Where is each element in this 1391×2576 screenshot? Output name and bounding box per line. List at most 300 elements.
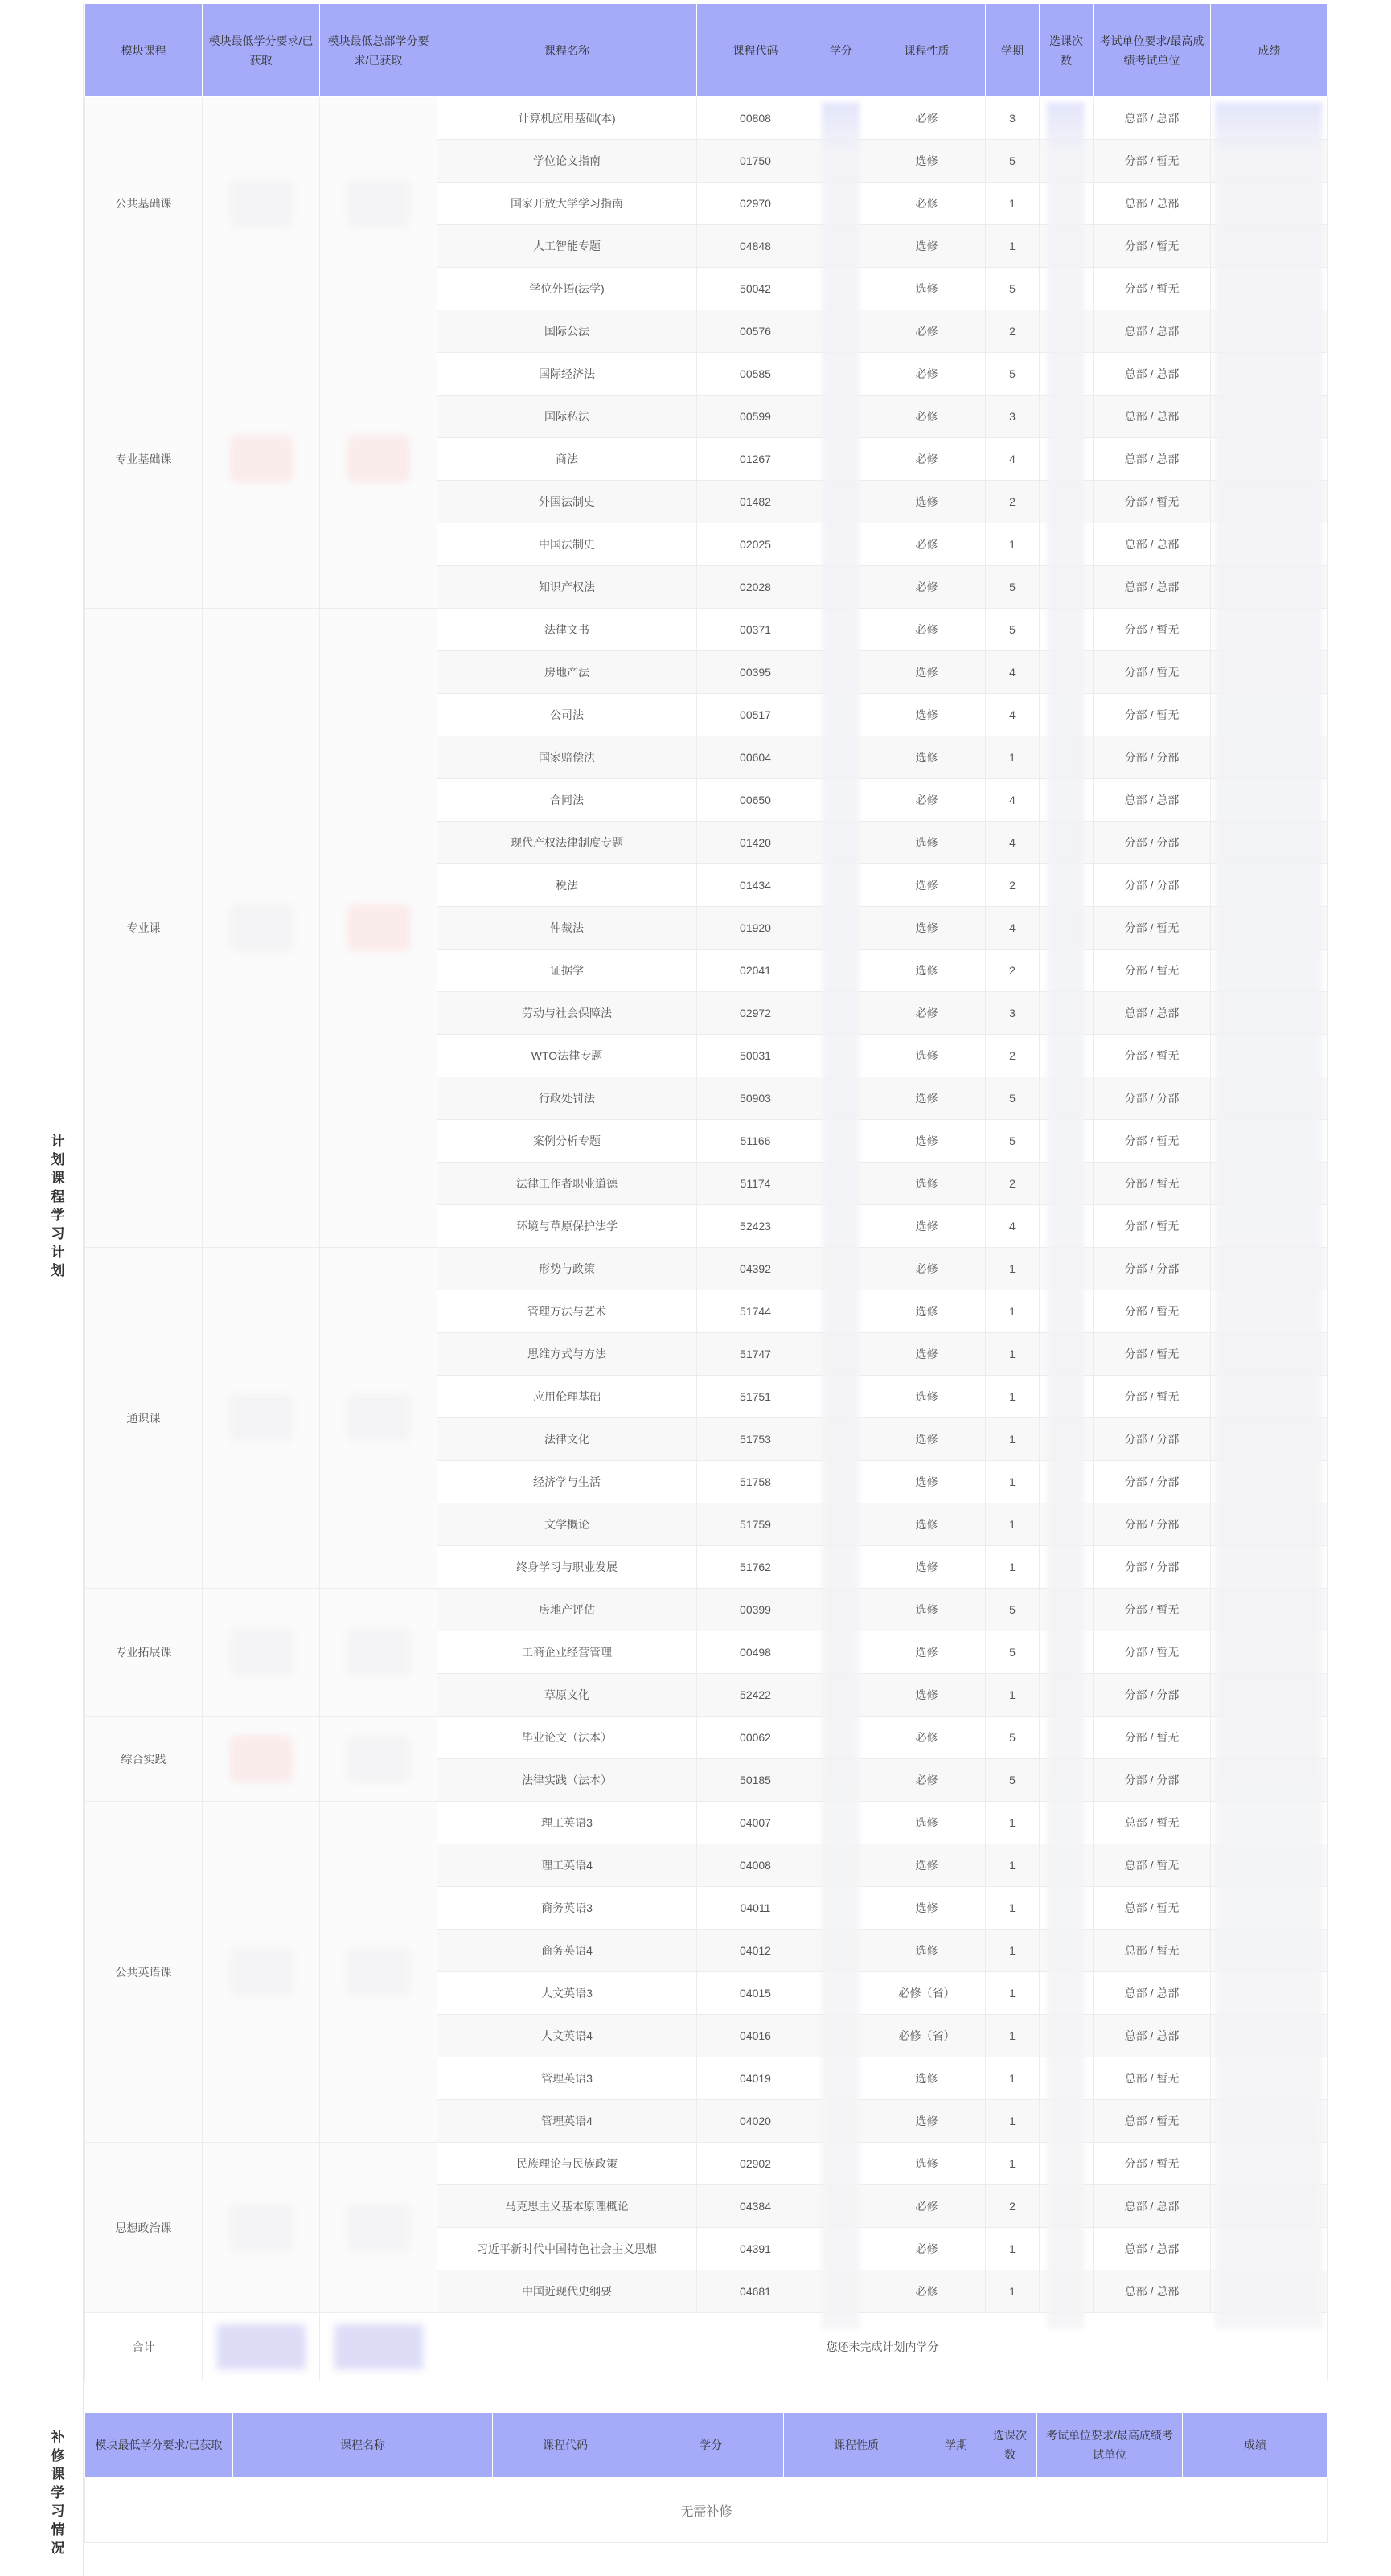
- course-code: 04681: [697, 2270, 814, 2313]
- course-term: 1: [986, 2057, 1040, 2100]
- course-exam-unit: 分部 / 分部: [1094, 1418, 1211, 1461]
- header-cell: 学期: [986, 4, 1040, 97]
- course-code: 00517: [697, 694, 814, 736]
- module-hq-credit: [320, 310, 437, 609]
- course-exam-unit: 分部 / 分部: [1094, 1674, 1211, 1717]
- course-exam-unit: 分部 / 暂无: [1094, 1205, 1211, 1248]
- course-exam-unit: 总部 / 总部: [1094, 183, 1211, 225]
- course-type: 选修: [868, 2100, 986, 2143]
- course-name: 中国近现代史纲要: [437, 2270, 697, 2313]
- course-code: 51758: [697, 1461, 814, 1503]
- course-name: 工商企业经营管理: [437, 1631, 697, 1674]
- course-name: 理工英语3: [437, 1802, 697, 1844]
- course-name: 学位论文指南: [437, 140, 697, 183]
- course-type: 必修: [868, 609, 986, 651]
- course-code: 50185: [697, 1759, 814, 1802]
- course-type: 选修: [868, 2143, 986, 2185]
- course-name: 税法: [437, 864, 697, 907]
- course-name: 习近平新时代中国特色社会主义思想: [437, 2228, 697, 2270]
- course-term: 1: [986, 1546, 1040, 1589]
- course-code: 04016: [697, 2015, 814, 2057]
- header-cell: 模块最低总部学分要求/已获取: [320, 4, 437, 97]
- course-exam-unit: 总部 / 暂无: [1094, 1887, 1211, 1930]
- module-name: 综合实践: [85, 1717, 203, 1802]
- obscured-value: [334, 2324, 423, 2369]
- course-name: 法律工作者职业道德: [437, 1163, 697, 1205]
- course-name: 法律文书: [437, 609, 697, 651]
- course-type: 必修（省）: [868, 2015, 986, 2057]
- course-code: 52422: [697, 1674, 814, 1717]
- course-name: WTO法律专题: [437, 1035, 697, 1077]
- course-exam-unit: 分部 / 暂无: [1094, 1333, 1211, 1376]
- remedial-header-cell: 课程名称: [233, 2413, 493, 2478]
- course-name: 行政处罚法: [437, 1077, 697, 1120]
- course-code: 50042: [697, 268, 814, 310]
- course-exam-unit: 分部 / 暂无: [1094, 225, 1211, 268]
- module-name: 通识课: [85, 1248, 203, 1589]
- course-code: 04019: [697, 2057, 814, 2100]
- course-exam-unit: 分部 / 暂无: [1094, 1589, 1211, 1631]
- module-min-credit: [203, 1802, 320, 2143]
- course-name: 商务英语4: [437, 1930, 697, 1972]
- course-type: 必修（省）: [868, 1972, 986, 2015]
- course-type: 必修: [868, 2228, 986, 2270]
- course-term: 4: [986, 694, 1040, 736]
- course-row: [85, 310, 1328, 353]
- course-exam-unit: 分部 / 分部: [1094, 1077, 1211, 1120]
- course-term: 5: [986, 609, 1040, 651]
- remedial-table-header: [85, 2413, 1328, 2478]
- course-type: 选修: [868, 1035, 986, 1077]
- course-code: 01267: [697, 438, 814, 481]
- course-code: 51747: [697, 1333, 814, 1376]
- course-code: 02028: [697, 566, 814, 609]
- course-name: 劳动与社会保障法: [437, 992, 697, 1035]
- course-term: 4: [986, 1205, 1040, 1248]
- course-term: 3: [986, 97, 1040, 140]
- course-type: 选修: [868, 1674, 986, 1717]
- course-type: 选修: [868, 140, 986, 183]
- course-code: 01920: [697, 907, 814, 950]
- course-exam-unit: 分部 / 暂无: [1094, 268, 1211, 310]
- course-code: 02970: [697, 183, 814, 225]
- course-name: 人文英语3: [437, 1972, 697, 2015]
- course-row: [85, 1802, 1328, 1844]
- course-name: 环境与草原保护法学: [437, 1205, 697, 1248]
- header-cell: 课程性质: [868, 4, 986, 97]
- course-exam-unit: 总部 / 总部: [1094, 310, 1211, 353]
- course-exam-unit: 总部 / 总部: [1094, 438, 1211, 481]
- course-type: 选修: [868, 1120, 986, 1163]
- course-term: 4: [986, 779, 1040, 822]
- course-code: 04008: [697, 1844, 814, 1887]
- course-name: 草原文化: [437, 1674, 697, 1717]
- course-term: 1: [986, 1887, 1040, 1930]
- course-term: 2: [986, 1035, 1040, 1077]
- course-type: 必修: [868, 2270, 986, 2313]
- course-code: 02041: [697, 950, 814, 992]
- course-name: 思维方式与方法: [437, 1333, 697, 1376]
- course-exam-unit: 分部 / 分部: [1094, 1248, 1211, 1290]
- course-code: 04012: [697, 1930, 814, 1972]
- course-exam-unit: 分部 / 分部: [1094, 1546, 1211, 1589]
- course-code: 00576: [697, 310, 814, 353]
- course-name: 经济学与生活: [437, 1461, 697, 1503]
- course-code: 51166: [697, 1120, 814, 1163]
- course-type: 选修: [868, 481, 986, 523]
- course-name: 国家开放大学学习指南: [437, 183, 697, 225]
- obscured-grade-column: [1215, 102, 1323, 2329]
- obscured-value: [347, 1735, 411, 1783]
- course-type: 必修: [868, 183, 986, 225]
- course-type: 必修: [868, 310, 986, 353]
- obscured-value: [229, 179, 293, 228]
- course-term: 5: [986, 1589, 1040, 1631]
- course-term: 1: [986, 1674, 1040, 1717]
- module-name: 专业拓展课: [85, 1589, 203, 1717]
- module-hq-credit: [320, 1589, 437, 1717]
- course-type: 选修: [868, 1887, 986, 1930]
- total-row: [85, 2313, 1328, 2381]
- course-name: 商法: [437, 438, 697, 481]
- course-code: 50031: [697, 1035, 814, 1077]
- obscured-value: [347, 1948, 411, 1996]
- course-term: 1: [986, 2270, 1040, 2313]
- course-term: 2: [986, 864, 1040, 907]
- course-term: 4: [986, 651, 1040, 694]
- course-exam-unit: 分部 / 分部: [1094, 822, 1211, 864]
- course-type: 选修: [868, 694, 986, 736]
- course-term: 1: [986, 2143, 1040, 2185]
- obscured-value: [347, 179, 411, 228]
- course-term: 2: [986, 2185, 1040, 2228]
- course-code: 01434: [697, 864, 814, 907]
- course-name: 合同法: [437, 779, 697, 822]
- course-code: 00395: [697, 651, 814, 694]
- course-type: 选修: [868, 1333, 986, 1376]
- module-min-credit: [203, 1589, 320, 1717]
- course-type: 选修: [868, 1163, 986, 1205]
- course-term: 1: [986, 1802, 1040, 1844]
- course-term: 1: [986, 225, 1040, 268]
- course-name: 房地产法: [437, 651, 697, 694]
- course-name: 外国法制史: [437, 481, 697, 523]
- course-name: 人文英语4: [437, 2015, 697, 2057]
- course-code: 00585: [697, 353, 814, 396]
- module-name: 专业课: [85, 609, 203, 1248]
- course-term: 4: [986, 822, 1040, 864]
- module-hq-credit: [320, 609, 437, 1248]
- course-exam-unit: 总部 / 暂无: [1094, 1802, 1211, 1844]
- course-exam-unit: 分部 / 暂无: [1094, 1376, 1211, 1418]
- course-exam-unit: 总部 / 总部: [1094, 2185, 1211, 2228]
- course-term: 1: [986, 1461, 1040, 1503]
- course-name: 中国法制史: [437, 523, 697, 566]
- course-exam-unit: 总部 / 总部: [1094, 2015, 1211, 2057]
- module-hq-credit: [320, 2143, 437, 2313]
- course-code: 51744: [697, 1290, 814, 1333]
- course-name: 民族理论与民族政策: [437, 2143, 697, 2185]
- course-name: 形势与政策: [437, 1248, 697, 1290]
- course-type: 必修: [868, 523, 986, 566]
- course-name: 应用伦理基础: [437, 1376, 697, 1418]
- course-term: 1: [986, 1290, 1040, 1333]
- course-code: 04020: [697, 2100, 814, 2143]
- obscured-count-column: [1047, 102, 1085, 2329]
- plan-table-header: [85, 4, 1328, 97]
- course-type: 选修: [868, 1802, 986, 1844]
- course-term: 3: [986, 992, 1040, 1035]
- course-name: 管理方法与艺术: [437, 1290, 697, 1333]
- course-term: 5: [986, 566, 1040, 609]
- course-name: 商务英语3: [437, 1887, 697, 1930]
- course-exam-unit: 分部 / 暂无: [1094, 1035, 1211, 1077]
- course-name: 法律文化: [437, 1418, 697, 1461]
- module-min-credit: [203, 2143, 320, 2313]
- course-type: 选修: [868, 1376, 986, 1418]
- course-term: 5: [986, 353, 1040, 396]
- course-code: 04011: [697, 1887, 814, 1930]
- course-exam-unit: 分部 / 暂无: [1094, 609, 1211, 651]
- header-cell: 选课次数: [1040, 4, 1094, 97]
- module-min-credit: [203, 1248, 320, 1589]
- course-row: [85, 609, 1328, 651]
- course-name: 毕业论文（法本）: [437, 1717, 697, 1759]
- course-type: 选修: [868, 822, 986, 864]
- course-name: 理工英语4: [437, 1844, 697, 1887]
- course-exam-unit: 分部 / 暂无: [1094, 1717, 1211, 1759]
- module-min-credit: [203, 609, 320, 1248]
- remedial-empty-message: 无需补修: [85, 2478, 1328, 2543]
- course-name: 马克思主义基本原理概论: [437, 2185, 697, 2228]
- remedial-courses-table: [84, 2412, 1328, 2543]
- obscured-credit-column: [822, 102, 860, 2329]
- course-name: 文学概论: [437, 1503, 697, 1546]
- course-term: 4: [986, 907, 1040, 950]
- course-term: 1: [986, 2100, 1040, 2143]
- module-name: 公共基础课: [85, 97, 203, 310]
- course-code: 01750: [697, 140, 814, 183]
- course-name: 证据学: [437, 950, 697, 992]
- course-exam-unit: 分部 / 暂无: [1094, 1631, 1211, 1674]
- course-code: 51751: [697, 1376, 814, 1418]
- course-term: 1: [986, 1972, 1040, 2015]
- course-type: 选修: [868, 1631, 986, 1674]
- course-type: 选修: [868, 1418, 986, 1461]
- plan-section-label: [30, 3, 84, 2412]
- course-type: 必修: [868, 438, 986, 481]
- module-hq-credit: [320, 1717, 437, 1802]
- course-type: 选修: [868, 1205, 986, 1248]
- remedial-header-cell: 考试单位要求/最高成绩考试单位: [1037, 2413, 1183, 2478]
- remedial-section-title: 补修课学习情况: [48, 2429, 64, 2559]
- course-term: 1: [986, 1503, 1040, 1546]
- course-term: 5: [986, 1717, 1040, 1759]
- course-name: 房地产评估: [437, 1589, 697, 1631]
- remedial-header-cell: 学分: [638, 2413, 784, 2478]
- course-exam-unit: 总部 / 总部: [1094, 566, 1211, 609]
- course-exam-unit: 分部 / 暂无: [1094, 694, 1211, 736]
- obscured-value: [347, 2204, 411, 2252]
- course-type: 选修: [868, 268, 986, 310]
- course-exam-unit: 分部 / 暂无: [1094, 1163, 1211, 1205]
- course-code: 02025: [697, 523, 814, 566]
- course-exam-unit: 总部 / 总部: [1094, 396, 1211, 438]
- course-type: 选修: [868, 2057, 986, 2100]
- remedial-header-cell: 选课次数: [983, 2413, 1037, 2478]
- course-exam-unit: 分部 / 分部: [1094, 1503, 1211, 1546]
- module-min-credit: [203, 97, 320, 310]
- obscured-value: [347, 435, 411, 483]
- course-code: 51753: [697, 1418, 814, 1461]
- total-hq-credit: [320, 2313, 437, 2381]
- module-name: 思想政治课: [85, 2143, 203, 2313]
- course-name: 管理英语4: [437, 2100, 697, 2143]
- course-type: 选修: [868, 1077, 986, 1120]
- course-row: [85, 97, 1328, 140]
- course-name: 人工智能专题: [437, 225, 697, 268]
- module-hq-credit: [320, 97, 437, 310]
- course-code: 04007: [697, 1802, 814, 1844]
- obscured-value: [229, 1948, 293, 1996]
- course-exam-unit: 总部 / 总部: [1094, 97, 1211, 140]
- course-name: 国家赔偿法: [437, 736, 697, 779]
- total-label: 合计: [85, 2313, 203, 2381]
- course-name: 知识产权法: [437, 566, 697, 609]
- course-term: 1: [986, 183, 1040, 225]
- course-type: 必修: [868, 1759, 986, 1802]
- course-term: 2: [986, 481, 1040, 523]
- plan-section-title: 计划课程学习计划: [48, 1134, 64, 1282]
- course-exam-unit: 总部 / 暂无: [1094, 1930, 1211, 1972]
- course-code: 04392: [697, 1248, 814, 1290]
- total-warning: 您还未完成计划内学分: [437, 2313, 1328, 2381]
- course-type: 必修: [868, 1248, 986, 1290]
- course-exam-unit: 分部 / 分部: [1094, 1461, 1211, 1503]
- course-type: 选修: [868, 907, 986, 950]
- remedial-section-label: [30, 2412, 84, 2576]
- course-type: 选修: [868, 651, 986, 694]
- module-min-credit: [203, 1717, 320, 1802]
- course-term: 4: [986, 438, 1040, 481]
- course-code: 51174: [697, 1163, 814, 1205]
- course-exam-unit: 分部 / 暂无: [1094, 481, 1211, 523]
- course-exam-unit: 总部 / 暂无: [1094, 2100, 1211, 2143]
- course-exam-unit: 分部 / 暂无: [1094, 140, 1211, 183]
- course-name: 现代产权法律制度专题: [437, 822, 697, 864]
- course-term: 5: [986, 140, 1040, 183]
- course-code: 01420: [697, 822, 814, 864]
- course-code: 02902: [697, 2143, 814, 2185]
- course-term: 5: [986, 1759, 1040, 1802]
- course-name: 仲裁法: [437, 907, 697, 950]
- course-code: 00808: [697, 97, 814, 140]
- course-type: 必修: [868, 1717, 986, 1759]
- remedial-header-cell: 成绩: [1183, 2413, 1328, 2478]
- course-exam-unit: 分部 / 分部: [1094, 864, 1211, 907]
- course-type: 必修: [868, 97, 986, 140]
- course-term: 1: [986, 1333, 1040, 1376]
- course-exam-unit: 分部 / 暂无: [1094, 1120, 1211, 1163]
- course-code: 00599: [697, 396, 814, 438]
- course-exam-unit: 分部 / 暂无: [1094, 1290, 1211, 1333]
- course-type: 选修: [868, 1461, 986, 1503]
- course-row: [85, 2143, 1328, 2185]
- course-code: 00498: [697, 1631, 814, 1674]
- header-cell: 课程名称: [437, 4, 697, 97]
- course-row: [85, 1248, 1328, 1290]
- module-name: 专业基础课: [85, 310, 203, 609]
- course-type: 选修: [868, 1844, 986, 1887]
- module-hq-credit: [320, 1248, 437, 1589]
- course-term: 5: [986, 1077, 1040, 1120]
- course-row: [85, 1589, 1328, 1631]
- course-term: 1: [986, 1844, 1040, 1887]
- course-type: 选修: [868, 1290, 986, 1333]
- course-code: 00399: [697, 1589, 814, 1631]
- obscured-value: [229, 1628, 293, 1676]
- course-name: 国际公法: [437, 310, 697, 353]
- course-exam-unit: 分部 / 暂无: [1094, 2143, 1211, 2185]
- obscured-value: [229, 2204, 293, 2252]
- course-exam-unit: 分部 / 暂无: [1094, 651, 1211, 694]
- course-exam-unit: 分部 / 暂无: [1094, 950, 1211, 992]
- course-type: 选修: [868, 864, 986, 907]
- course-type: 必修: [868, 566, 986, 609]
- course-term: 2: [986, 950, 1040, 992]
- course-term: 2: [986, 310, 1040, 353]
- remedial-header-cell: 学期: [929, 2413, 983, 2478]
- course-code: 00371: [697, 609, 814, 651]
- course-type: 必修: [868, 2185, 986, 2228]
- course-term: 1: [986, 1248, 1040, 1290]
- header-cell: 考试单位要求/最高成绩考试单位: [1094, 4, 1211, 97]
- course-type: 选修: [868, 225, 986, 268]
- obscured-value: [347, 904, 411, 952]
- course-exam-unit: 分部 / 分部: [1094, 1759, 1211, 1802]
- course-type: 选修: [868, 1589, 986, 1631]
- course-term: 5: [986, 268, 1040, 310]
- course-exam-unit: 分部 / 暂无: [1094, 907, 1211, 950]
- obscured-value: [229, 904, 293, 952]
- course-name: 管理英语3: [437, 2057, 697, 2100]
- course-name: 计算机应用基础(本): [437, 97, 697, 140]
- course-term: 1: [986, 523, 1040, 566]
- header-cell: 模块最低学分要求/已获取: [203, 4, 320, 97]
- course-exam-unit: 总部 / 总部: [1094, 1972, 1211, 2015]
- course-term: 2: [986, 1163, 1040, 1205]
- course-term: 1: [986, 2015, 1040, 2057]
- course-code: 51762: [697, 1546, 814, 1589]
- remedial-header-cell: 模块最低学分要求/已获取: [85, 2413, 233, 2478]
- module-min-credit: [203, 310, 320, 609]
- remedial-header-cell: 课程性质: [784, 2413, 929, 2478]
- course-term: 1: [986, 1376, 1040, 1418]
- course-name: 案例分析专题: [437, 1120, 697, 1163]
- course-name: 法律实践（法本）: [437, 1759, 697, 1802]
- course-term: 5: [986, 1120, 1040, 1163]
- course-term: 1: [986, 1418, 1040, 1461]
- course-code: 51759: [697, 1503, 814, 1546]
- course-type: 必修: [868, 779, 986, 822]
- course-term: 3: [986, 396, 1040, 438]
- course-name: 国际经济法: [437, 353, 697, 396]
- course-row: [85, 1717, 1328, 1759]
- course-code: 04384: [697, 2185, 814, 2228]
- course-term: 5: [986, 1631, 1040, 1674]
- course-term: 1: [986, 2228, 1040, 2270]
- course-code: 00650: [697, 779, 814, 822]
